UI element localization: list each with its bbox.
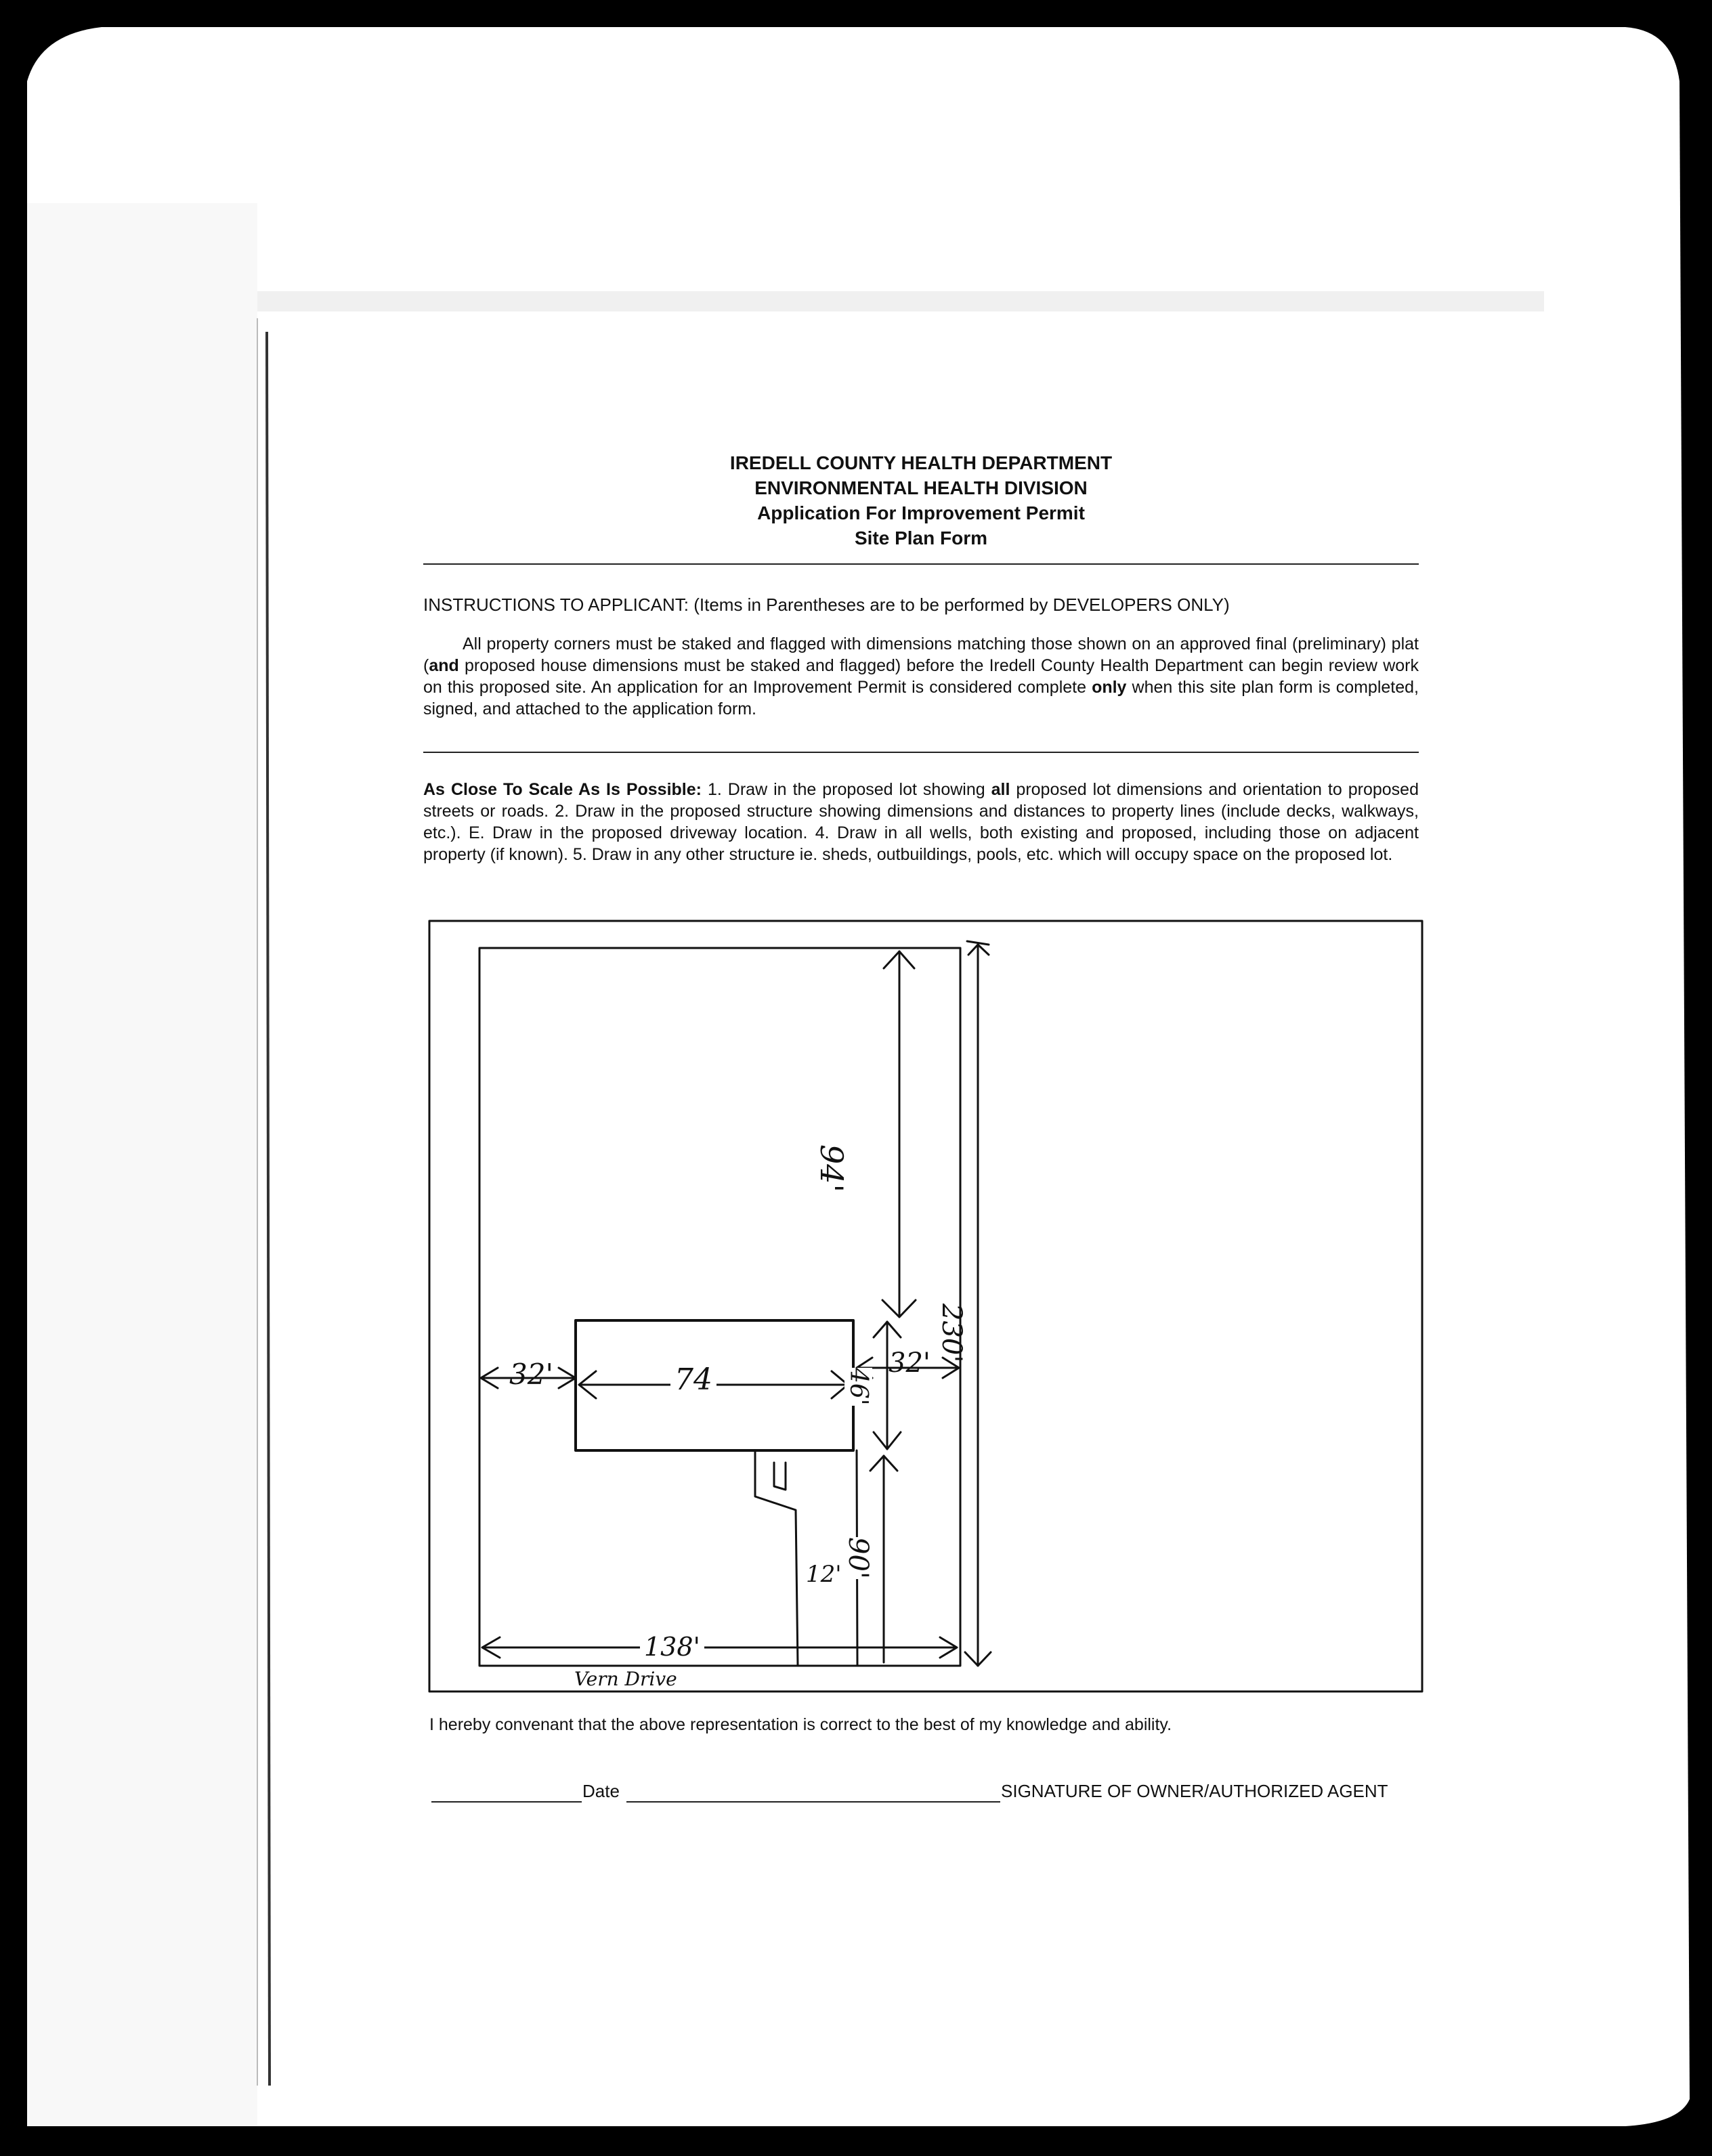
label-front-setback: 94' <box>813 1144 850 1193</box>
dimension-rear <box>870 1456 897 1662</box>
label-house-width: 74 <box>670 1362 716 1397</box>
label-road-name: Vern Drive <box>574 1668 677 1690</box>
label-driveway: 12' <box>806 1561 842 1588</box>
label-rear: 90' <box>842 1537 874 1579</box>
label-right-setback: 32' <box>889 1348 930 1379</box>
date-blank-line[interactable] <box>431 1801 582 1803</box>
instructions-body: All property corners must be staked and flagged with dimensions matching those shown on an approved final (preliminary) plat (and proposed house dimensions must be staked and flagged) before the Iredell County Health Department can begin review work on this proposed site. An application for an Improvement Permit is considered complete only when this site plan form is completed, signed, and attached to the application form. <box>423 634 1419 718</box>
signature-label: SIGNATURE OF OWNER/AUTHORIZED AGENT <box>1001 1781 1388 1801</box>
dimension-front-setback <box>882 951 916 1317</box>
label-left-setback: 32' <box>509 1358 553 1391</box>
label-lot-width: 138' <box>640 1632 704 1662</box>
dimension-lot-width <box>482 1637 957 1658</box>
label-house-depth: 46' <box>844 1368 872 1406</box>
department-name: IREDELL COUNTY HEALTH DEPARTMENT <box>729 452 1113 473</box>
scale-instructions: As Close To Scale As Is Possible: 1. Draw in the proposed lot showing all proposed lot dimensions and orientation to proposed streets or roads. 2. Draw in the proposed structure showing dimensions and distances to property lines (include decks, walkways, etc.). E. Draw in the proposed driveway location. 4. Draw in all wells, both existing and proposed, including those on adjacent property (if known). 5. Draw in any other structure ie. sheds, outbuildings, pools, etc. which will occupy space on the proposed lot. <box>423 780 1419 864</box>
division-name: ENVIRONMENTAL HEALTH DIVISION <box>754 477 1088 498</box>
dimension-lot-depth <box>965 941 991 1666</box>
drawing-frame <box>429 921 1422 1691</box>
dimension-house-depth <box>874 1322 901 1449</box>
certification-statement: I hereby convenant that the above representation is correct to the best of my knowledge and ability. <box>429 1715 1172 1734</box>
instructions-heading: INSTRUCTIONS TO APPLICANT: (Items in Parentheses are to be performed by DEVELOPERS ONLY) <box>423 595 1230 615</box>
signature-blank-line[interactable] <box>626 1801 1000 1803</box>
form-title: Site Plan Form <box>854 527 988 548</box>
date-label: Date <box>582 1781 620 1801</box>
application-title: Application For Improvement Permit <box>757 502 1085 523</box>
label-lot-depth: 230' <box>936 1303 967 1363</box>
